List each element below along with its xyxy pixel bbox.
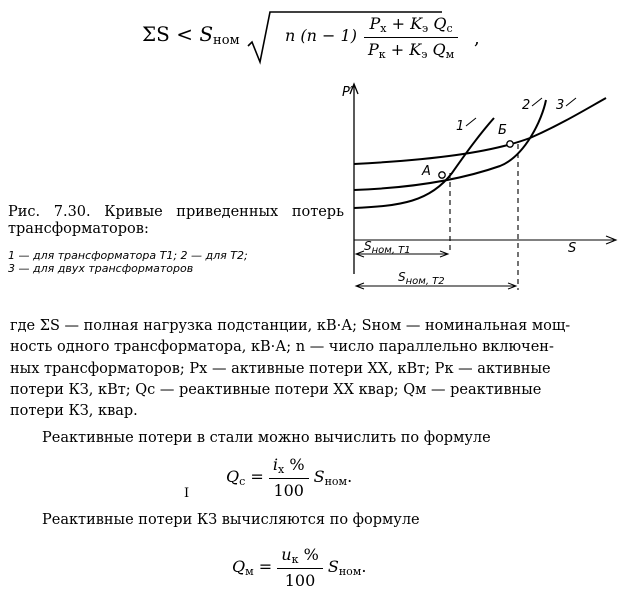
dim-t2-sub: ном, Т2: [405, 276, 445, 287]
caption-legend-line-2: 3 — для двух трансформаторов: [8, 262, 194, 275]
qc-num-pct: %: [289, 455, 305, 474]
paragraph-line: ных трансформаторов; Pх — активные потери ХХ, кВт; Pк — активные: [10, 360, 551, 377]
qm-lhs: Q: [232, 557, 246, 576]
y-axis-label: P′: [342, 85, 353, 100]
top-formula-lhs: ΣS: [142, 22, 170, 46]
top-formula-s: S: [199, 22, 214, 46]
steel-losses-intro: Реактивные потери в стали можно вычислить по формуле: [42, 430, 491, 446]
top-formula-fraction: [364, 14, 458, 61]
figure-caption: Рис. 7.30. Кривые приведенных потерь трансформаторов:: [8, 204, 344, 237]
top-formula-comma: ,: [474, 28, 480, 49]
point-b-marker: [507, 141, 513, 147]
qm-s: S: [327, 557, 339, 576]
qm-fraction: [277, 545, 322, 590]
paragraph-line: потери КЗ, квар.: [10, 403, 138, 420]
qm-s-sub: ном: [338, 565, 362, 578]
qc-eq: =: [250, 467, 264, 486]
qc-s-sub: ном: [324, 475, 348, 488]
paragraph-line: потери КЗ, кВт; Qс — реактивные потери ХХ квар; Qм — реактивные: [10, 381, 542, 398]
dim-t1-label: [364, 239, 411, 256]
den-p: P: [368, 40, 379, 59]
x-axis-label: S: [568, 241, 577, 256]
point-a-label: А: [422, 164, 431, 179]
qc-lhs-sub: с: [239, 475, 246, 488]
dim-t1-sub: ном, Т1: [371, 245, 411, 256]
top-formula-op: <: [176, 22, 193, 46]
qm-num-sub: к: [291, 553, 299, 566]
qc-num-i: i: [272, 455, 279, 474]
loss-curves-figure: [330, 78, 620, 303]
dim-t1-s: S: [364, 239, 372, 253]
curve-1-label: 1: [456, 119, 465, 134]
qc-fraction: [269, 455, 309, 500]
den-k: K: [409, 40, 422, 59]
den-plus: +: [390, 40, 405, 59]
top-formula-coef: n (n − 1): [285, 26, 357, 45]
qc-num-sub: х: [278, 463, 285, 476]
qc-trail: .: [347, 467, 353, 486]
qm-lhs-sub: м: [245, 565, 254, 578]
num-plus: +: [391, 14, 405, 33]
curve-3: [354, 98, 606, 164]
dim-t2-label: [398, 270, 445, 287]
num-p-sub: х: [380, 22, 387, 35]
caption-legend-line-1: 1 — для трансформатора Т1; 2 — для Т2;: [8, 249, 248, 262]
qm-eq: =: [258, 557, 273, 576]
num-k: K: [410, 14, 423, 33]
qc-den: 100: [269, 478, 309, 500]
top-formula-s-sub: ном: [213, 33, 240, 48]
num-k-sub: э: [422, 22, 429, 35]
num-q: Q: [433, 14, 447, 33]
curve-2-leader: [532, 98, 542, 106]
curve-1-leader: [466, 118, 476, 126]
qm-num-pct: %: [303, 545, 319, 564]
qm-num-u: u: [281, 545, 292, 564]
den-p-sub: к: [378, 48, 386, 61]
short-circuit-losses-intro: Реактивные потери КЗ вычисляются по формуле: [42, 512, 420, 528]
definitions-paragraph: [10, 316, 616, 422]
stray-mark: I: [184, 486, 190, 501]
qc-lhs: Q: [226, 467, 240, 486]
den-q: Q: [432, 40, 446, 59]
top-formula: [142, 8, 487, 68]
den-k-sub: э: [421, 48, 428, 61]
formula-qc: [226, 455, 352, 500]
curve-3-leader: [566, 98, 576, 106]
curve-3-label: 3: [556, 98, 565, 113]
qm-trail: .: [361, 557, 367, 576]
point-a-marker: [439, 172, 445, 178]
curve-2-label: 2: [522, 98, 531, 113]
paragraph-line: где ΣS — полная нагрузка подстанции, кВ·А; Sном — номинальная мощ-: [10, 318, 571, 334]
qc-s: S: [313, 467, 325, 486]
point-b-label: Б: [498, 123, 507, 138]
den-q-sub: м: [445, 48, 455, 61]
dim-t2-s: S: [398, 270, 406, 284]
num-q-sub: с: [446, 22, 453, 35]
qm-den: 100: [277, 568, 322, 590]
formula-qm: [232, 545, 366, 590]
paragraph-line: ность одного трансформатора, кВ·А; n — число параллельно включен-: [10, 339, 554, 356]
num-p: P: [369, 14, 381, 33]
